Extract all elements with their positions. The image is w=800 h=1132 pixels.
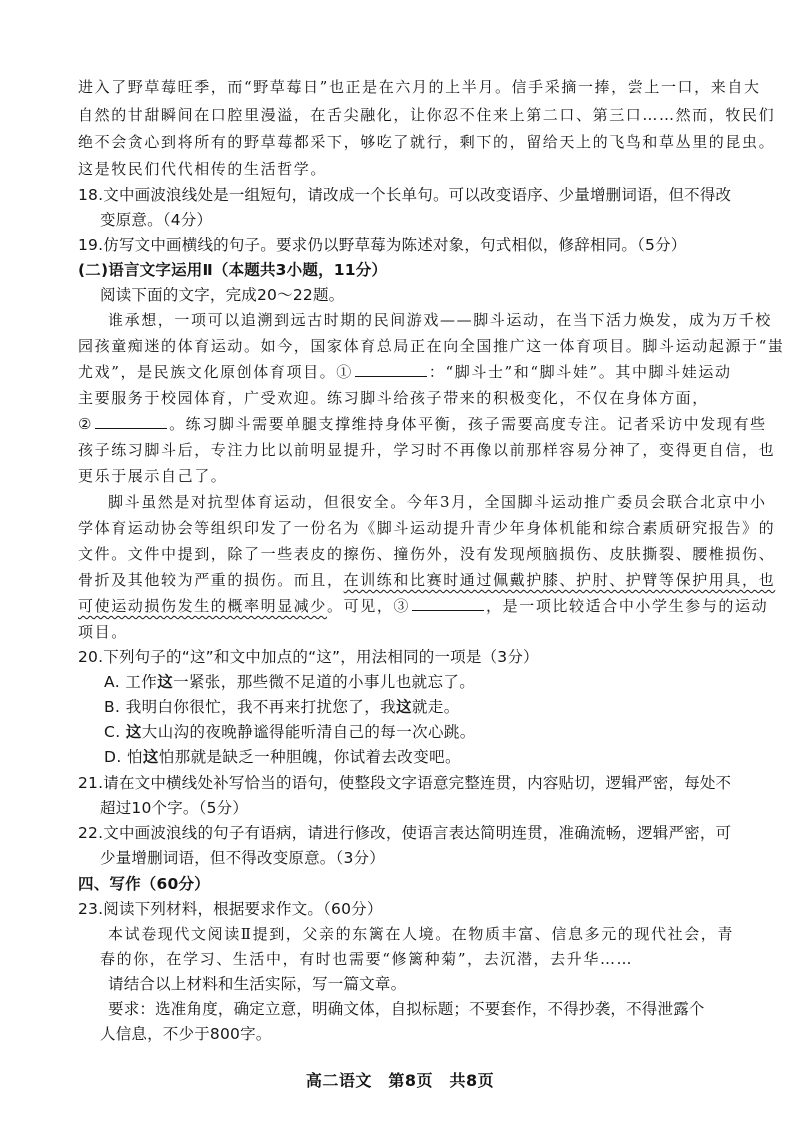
option-c-post: 大山沟的夜晚静谧得能听清自己的每一次心跳。	[141, 723, 476, 741]
passage2-p1-line-7: 更乐于展示自己了。	[78, 467, 228, 485]
option-b-keyword: 这	[396, 698, 412, 716]
question-20-option-d	[104, 746, 754, 768]
section-2-heading: (二)语言文字运用Ⅱ（本题共3小题，11分）	[78, 261, 388, 279]
passage2-p1-line-5-b: 。练习脚斗需要单腿支撑维持身体平衡，孩子需要高度专注。记者采访中发现有些	[169, 415, 767, 433]
passage2-p2-line-1: 脚斗虽然是对抗型体育运动，但很安全。今年3月，全国脚斗运动推广委员会联合北京中小	[108, 493, 767, 511]
question-18-line-1: 18.文中画波浪线处是一组短句，请改成一个长单句。可以改变语序、少量增删词语，但不得改	[78, 186, 732, 204]
answer-blank-2	[95, 413, 167, 429]
question-21-line-1: 21.请在文中横线处补写恰当的语句，使整段文字语意完整连贯，内容贴切，逻辑严密，每处不	[78, 774, 732, 792]
question-23-material-line-1: 本试卷现代文阅读Ⅱ提到，父亲的东篱在人境。在物质丰富、信息多元的现代社会，青	[108, 925, 734, 943]
question-20-option-b	[104, 696, 754, 718]
question-23-prompt: 请结合以上材料和生活实际，写一篇文章。	[108, 975, 407, 993]
passage2-p1-line-6: 孩子练习脚斗后，专注力比以前明显提升，学习时不再像以前那样容易分神了，变得更自信，也	[78, 441, 776, 459]
question-23-stem: 23.阅读下列材料，根据要求作文。（60分）	[78, 900, 383, 918]
passage-top-line-3: 绝不会贪心到将所有的野草莓都采下，够吃了就行，剩下的，留给天上的飞鸟和草丛里的昆虫。	[78, 133, 776, 151]
option-c-pre: C.	[104, 723, 126, 741]
answer-blank-3	[412, 595, 484, 611]
section-4-heading: 四、写作（60分）	[78, 875, 210, 893]
passage2-p2-line-6: 项目。	[78, 623, 128, 641]
option-a-pre: A. 工作	[104, 673, 158, 691]
option-d-post: 怕那就是缺乏一种胆魄，你试着去改变吧。	[158, 748, 461, 766]
question-19: 19.仿写文中画横线的句子。要求仍以野草莓为陈述对象，句式相似，修辞相同。（5分）	[78, 236, 687, 254]
passage2-p1-line-3	[78, 361, 732, 383]
question-23-requirements-line-1: 要求：选准角度，确定立意，明确文体，自拟标题；不要套作，不得抄袭，不得泄露个	[108, 1000, 705, 1018]
option-a-post: 一紧张，那些微不足道的小事儿也就忘了。	[173, 673, 476, 691]
question-23-material-line-2: 春的你，在学习、生活中，有时也需要“修篱种菊”，去沉潜，去升华……	[100, 950, 634, 968]
passage2-p2-line-4-a: 骨折及其他较为严重的损伤。而且，	[78, 571, 344, 589]
passage2-p2-line-4	[78, 569, 776, 591]
question-20-stem: 20.下列句子的“这”和文中加点的“这”，用法相同的一项是（3分）	[78, 648, 539, 666]
option-b-pre: B. 我明白你很忙，我不再来打扰您了，我	[104, 698, 396, 716]
passage2-p1-line-5	[78, 413, 767, 435]
passage-top-line-1: 进入了野草莓旺季，而“野草莓日”也正是在六月的上半月。信手采摘一捧，尝上一口，来自大	[78, 78, 761, 96]
wavy-underlined-sentence-part-1: 在训练和比赛时通过佩戴护膝、护肘、护臂等保护用具，也	[343, 571, 776, 589]
question-22-line-2: 少量增删词语，但不得改变原意。（3分）	[100, 849, 385, 867]
passage2-p1-line-3-b: ：“脚斗士”和“脚斗娃”。其中脚斗娃运动	[428, 363, 732, 381]
passage2-p2-line-3: 文件。文件中提到，除了一些表皮的擦伤、撞伤外，没有发现颅脑损伤、皮肤撕裂、腰椎损伤、	[78, 545, 776, 563]
passage2-p1-line-1: 谁承想，一项可以追溯到远古时期的民间游戏——脚斗运动，在当下活力焕发，成为万千校	[108, 311, 773, 329]
passage2-p1-line-3-a: 尤戏”，是民族文化原创体育项目。①	[78, 363, 353, 381]
question-20-option-a	[104, 671, 754, 693]
passage2-p1-line-2: 园孩童痴迷的体育运动。如今，国家体育总局正在向全国推广这一体育项目。脚斗运动起源于“蚩	[78, 337, 785, 355]
passage-top-line-2: 自然的甘甜瞬间在口腔里漫溢，在舌尖融化，让你忍不住来上第二口、第三口……然而，牧民们	[78, 106, 776, 124]
question-20-option-c	[104, 721, 754, 743]
page-footer: 高二语文 第8页 共8页	[305, 1071, 495, 1090]
passage2-p2-line-2: 学体育运动协会等组织印发了一份名为《脚斗运动提升青少年身体机能和综合素质研究报告》的	[78, 519, 776, 537]
answer-blank-1	[355, 361, 427, 377]
passage2-p2-line-5-c: ，是一项比较适合中小学生参与的运动	[486, 597, 769, 615]
option-b-post: 就走。	[411, 698, 460, 716]
passage2-p1-line-4: 主要服务于校园体育，广受欢迎。练习脚斗给孩子带来的积极变化，不仅在身体方面，	[78, 389, 709, 407]
question-22-line-1: 22.文中画波浪线的句子有语病，请进行修改，使语言表达简明连贯，准确流畅，逻辑严密，可	[78, 824, 732, 842]
passage2-p1-line-5-a: ②	[78, 415, 94, 433]
option-c-keyword: 这	[125, 723, 142, 741]
passage-top-line-4: 这是牧民们代代相传的生活哲学。	[78, 160, 328, 178]
passage2-p2-line-5-b: 。可见，③	[327, 597, 411, 615]
option-d-keyword: 这	[142, 748, 159, 766]
question-18-line-2: 变原意。（4分）	[100, 211, 213, 229]
section-2-instruction: 阅读下面的文字，完成20～22题。	[100, 286, 345, 304]
question-23-requirements-line-2: 人信息，不少于800字。	[100, 1025, 272, 1043]
option-d-pre: D. 怕	[104, 748, 143, 766]
wavy-underlined-sentence-part-2: 可使运动损伤发生的概率明显减少	[78, 597, 328, 615]
question-21-line-2: 超过10个字。（5分）	[100, 799, 249, 817]
option-a-keyword: 这	[157, 673, 174, 691]
passage2-p2-line-5	[78, 595, 769, 617]
